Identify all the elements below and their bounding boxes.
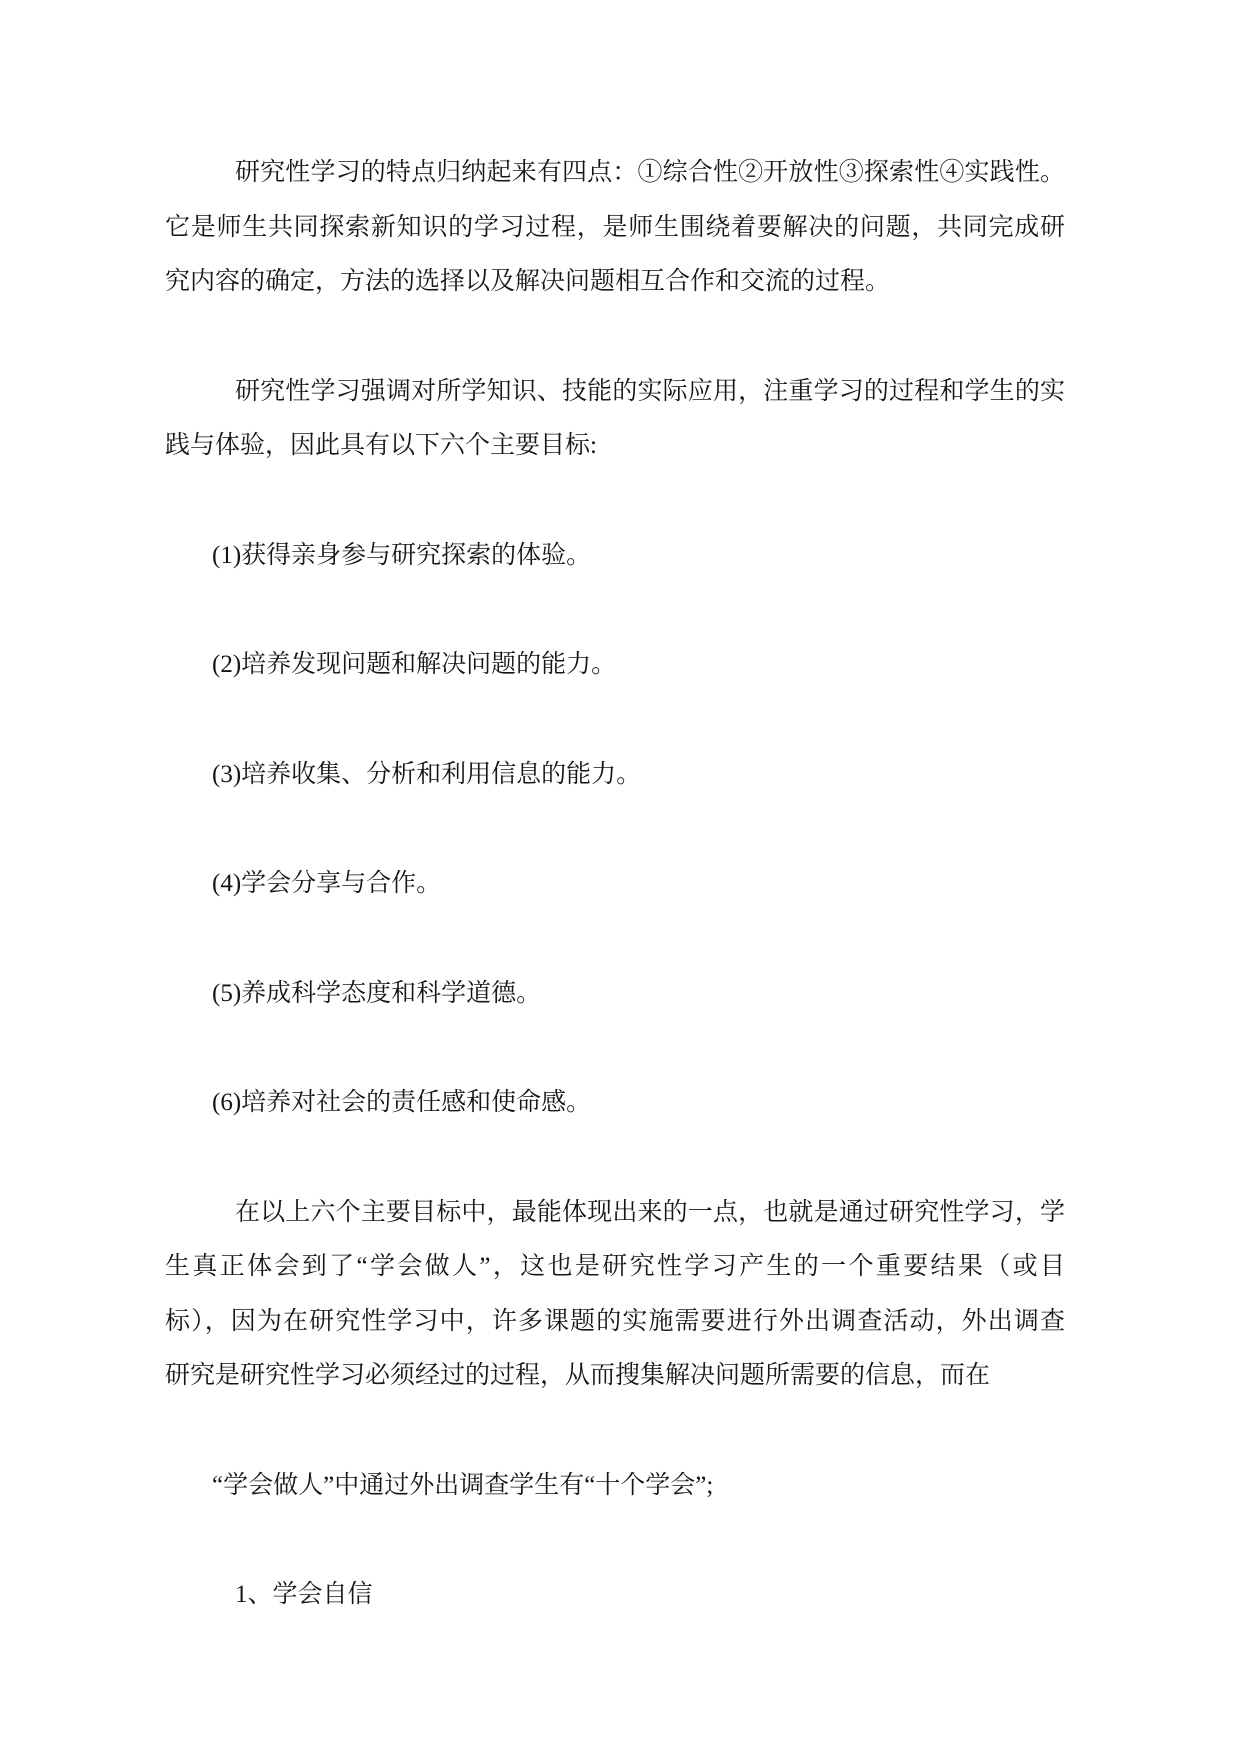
- text-line: (4)学会分享与合作。: [212, 870, 442, 897]
- text-line: 标），因为在研究性学习中，许多课题的实施需要进行外出调查活动，外出调查: [165, 1307, 1065, 1335]
- paragraph: [165, 1568, 1065, 1623]
- text-line: 践与体验，因此具有以下六个主要目标:: [165, 432, 597, 459]
- list-item-paragraph: [165, 529, 1065, 584]
- text-line: 它是师生共同探索新知识的学习过程，是师生围绕着要解决的问题，共同完成研: [165, 213, 1065, 241]
- list-item-paragraph: [165, 967, 1065, 1022]
- text-line: (3)培养收集、分析和利用信息的能力。: [212, 760, 642, 788]
- text-line: 研究是研究性学习必须经过的过程，从而搜集解决问题所需要的信息，而在: [165, 1362, 991, 1389]
- list-item-paragraph: [165, 857, 1065, 912]
- text-line: 1、学会自信: [235, 1581, 373, 1608]
- text-line: (1)获得亲身参与研究探索的体验。: [212, 541, 592, 569]
- paragraph: [165, 1186, 1065, 1404]
- text-line: 究内容的确定，方法的选择以及解决问题相互合作和交流的过程。: [165, 268, 891, 295]
- text-line: (2)培养发现问题和解决问题的能力。: [212, 651, 617, 678]
- list-item-paragraph: [165, 748, 1065, 803]
- text-line: 在以上六个主要目标中，最能体现出来的一点，也就是通过研究性学习，学: [235, 1198, 1065, 1226]
- paragraph: [165, 146, 1065, 310]
- text-line: 研究性学习的特点归纳起来有四点：①综合性②开放性③探索性④实践性。: [235, 159, 1065, 186]
- paragraph: [165, 1459, 1065, 1514]
- text-line: 生真正体会到了“学会做人”，这也是研究性学习产生的一个重要结果（或目: [165, 1253, 1065, 1280]
- list-item-paragraph: [165, 1076, 1065, 1131]
- text-line: (6)培养对社会的责任感和使命感。: [212, 1089, 592, 1116]
- paragraph: [165, 365, 1065, 474]
- text-line: 研究性学习强调对所学知识、技能的实际应用，注重学习的过程和学生的实: [235, 377, 1065, 405]
- list-item-paragraph: [165, 638, 1065, 693]
- text-line: (5)养成科学态度和科学道德。: [212, 979, 542, 1007]
- text-line: “学会做人”中通过外出调查学生有“十个学会”;: [212, 1471, 714, 1499]
